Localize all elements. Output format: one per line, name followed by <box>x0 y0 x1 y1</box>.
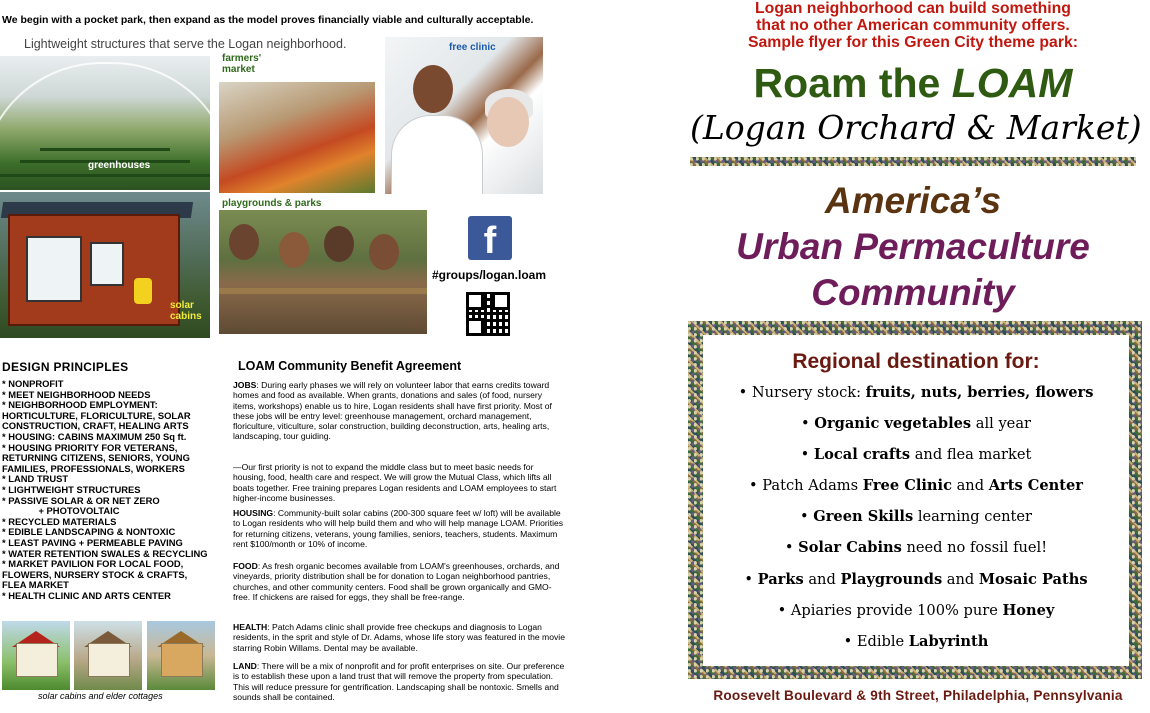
principle-item: * LEAST PAVING + PERMEABLE PAVING <box>2 536 183 548</box>
facebook-icon[interactable]: f <box>468 216 512 260</box>
cba-land: LAND: There will be a mix of nonprofit and for profit enterprises on site. Our preference is to establish these upon a land trust that will remove the property from speculation. This will reduce pressure for gentrification. Landscaping shall be nontoxic. Smells and sounds shall be contained. <box>233 661 565 702</box>
design-principles-list <box>2 379 230 601</box>
free-clinic-photo <box>385 37 543 194</box>
destination-item: • Nursery stock: fruits, nuts, berries, flowers <box>738 384 1094 401</box>
principle-item: RETURNING CITIZENS, SENIORS, YOUNG <box>2 452 190 464</box>
tagline-community: Community <box>811 272 1015 313</box>
mosaic-divider <box>690 157 1136 166</box>
destination-item: • Solar Cabins need no fossil fuel! <box>784 539 1048 557</box>
solar-cabins-label: solar cabins <box>170 300 202 322</box>
greenhouse-photo <box>0 56 210 190</box>
cba-food: FOOD: As fresh organic becomes available from LOAM's greenhouses, orchards, and vineyards, priority distribution shall be for donation to Logan neighborhood pantries, churches, and other community centers. Food shall be grown organically and GMO-free. If chickens are raised for eggs, they shall be free-range. <box>233 561 560 602</box>
destination-list <box>703 381 1129 661</box>
destination-title: Regional destination for: <box>792 350 1040 373</box>
principle-item: * NEIGHBORHOOD EMPLOYMENT: <box>2 399 158 411</box>
destination-item: • Edible Labyrinth <box>843 632 989 650</box>
title-subtitle: (Logan Orchard & Market) <box>690 108 1142 147</box>
farmers-market-photo <box>219 82 375 193</box>
cottage-photo <box>2 621 70 690</box>
cottage-photo <box>147 621 215 690</box>
cba-health: HEALTH: Patch Adams clinic shall provide free checkups and diagnosis to Logan residents, in the sprit and style of Dr. Adams, whose life story was featured in the movie starring Robin Willams. Dental may be available. <box>233 622 565 653</box>
cba-title: LOAM Community Benefit Agreement <box>238 359 462 373</box>
principle-item: FAMILIES, PROFESSIONALS, WORKERS <box>2 462 185 474</box>
principle-item: * NONPROFIT <box>2 378 64 389</box>
principle-item: * HOUSING: CABINS MAXIMUM 250 Sq ft. <box>2 430 187 442</box>
principle-item: * EDIBLE LANDSCAPING & NONTOXIC <box>2 526 176 538</box>
destination-item: • Patch Adams Free Clinic and Arts Center <box>749 477 1083 495</box>
principle-item: * PASSIVE SOLAR & OR NET ZERO <box>2 494 160 506</box>
cba-jobs: JOBS: During early phases we will rely on volunteer labor that earns credits toward homes and food as available. When grants, donations and sales (of food, nursery items, workshops) enable us to hire, Logan residents shall have first priority. Most of these jobs will be entry level: greenhouse management, orchard management, floriculture, viticulture, solar construction, building deconstruction, arts, healing arts, landscaping, tour guiding. <box>233 380 552 442</box>
solar-cabin-photo <box>0 192 210 338</box>
principle-item: * LAND TRUST <box>2 473 69 485</box>
market-label: farmers' market <box>222 53 262 75</box>
cottage-photo <box>74 621 142 690</box>
cba-housing: HOUSING: Community-built solar cabins (200-300 square feet w/ loft) will be available to Logan residents who will help build them and who will help manage LOAM. Priorities for returning citizens, veterans, young families, seniors, teachers, students. Maximum rent $100/month or 10% of income. <box>233 508 564 549</box>
headline: Logan neighborhood can build something that no other American community offers. Sample flyer for this Green City theme park: <box>747 0 1079 51</box>
principle-item: + PHOTOVOLTAIC <box>2 505 120 517</box>
greenhouses-label: greenhouses <box>88 160 151 171</box>
design-principles-title: DESIGN PRINCIPLES <box>2 360 129 374</box>
principle-item: * MEET NEIGHBORHOOD NEEDS <box>2 388 151 400</box>
playground-photo <box>219 210 427 334</box>
lightweight-caption: Lightweight structures that serve the Logan neighborhood. <box>24 37 347 51</box>
destination-item: • Apiaries provide 100% pure Honey <box>777 601 1055 619</box>
principle-item: CONSTRUCTION, CRAFT, HEALING ARTS <box>2 420 189 432</box>
clinic-label: free clinic <box>449 42 496 53</box>
destination-item: • Local crafts and flea market <box>800 446 1032 464</box>
intro-text: We begin with a pocket park, then expand as the model proves financially viable and culturally acceptable. <box>2 14 534 26</box>
destination-item: • Green Skills learning center <box>800 508 1032 526</box>
cba-jobs-priority: —Our first priority is not to expand the middle class but to meet basic needs for housing, food, health care and respect. We will grow the Mutual Class, which lifts all boats together. Free training prepares Logan residents and LOAM employees to start higher-income businesses. <box>233 462 557 503</box>
principle-item: * WATER RETENTION SWALES & RECYCLING <box>2 547 208 559</box>
principle-item: * HEALTH CLINIC AND ARTS CENTER <box>2 589 171 601</box>
principle-item: * MARKET PAVILION FOR LOCAL FOOD, <box>2 558 184 570</box>
principle-item: * RECYCLED MATERIALS <box>2 515 117 527</box>
playgrounds-label: playgrounds & parks <box>222 198 322 209</box>
title-roam-the-loam: Roam the LOAM <box>753 60 1073 106</box>
principle-item: * HOUSING PRIORITY FOR VETERANS, <box>2 441 178 453</box>
principle-item: FLEA MARKET <box>2 579 69 591</box>
principle-item: HORTICULTURE, FLORICULTURE, SOLAR <box>2 409 191 421</box>
tagline-urban-permaculture: Urban Permaculture <box>736 226 1090 267</box>
facebook-group-link[interactable]: #groups/logan.loam <box>432 268 547 282</box>
qr-code <box>466 292 510 336</box>
destination-item: • Organic vegetables all year <box>800 415 1031 433</box>
principle-item: FLOWERS, NURSERY STOCK & CRAFTS, <box>2 568 188 580</box>
address: Roosevelt Boulevard & 9th Street, Philadelphia, Pennsylvania <box>713 688 1123 703</box>
tagline-america: America’s <box>824 180 1002 221</box>
cottage-caption: solar cabins and elder cottages <box>38 691 163 701</box>
principle-item: * LIGHTWEIGHT STRUCTURES <box>2 483 141 495</box>
destination-item: • Parks and Playgrounds and Mosaic Paths <box>744 570 1088 588</box>
